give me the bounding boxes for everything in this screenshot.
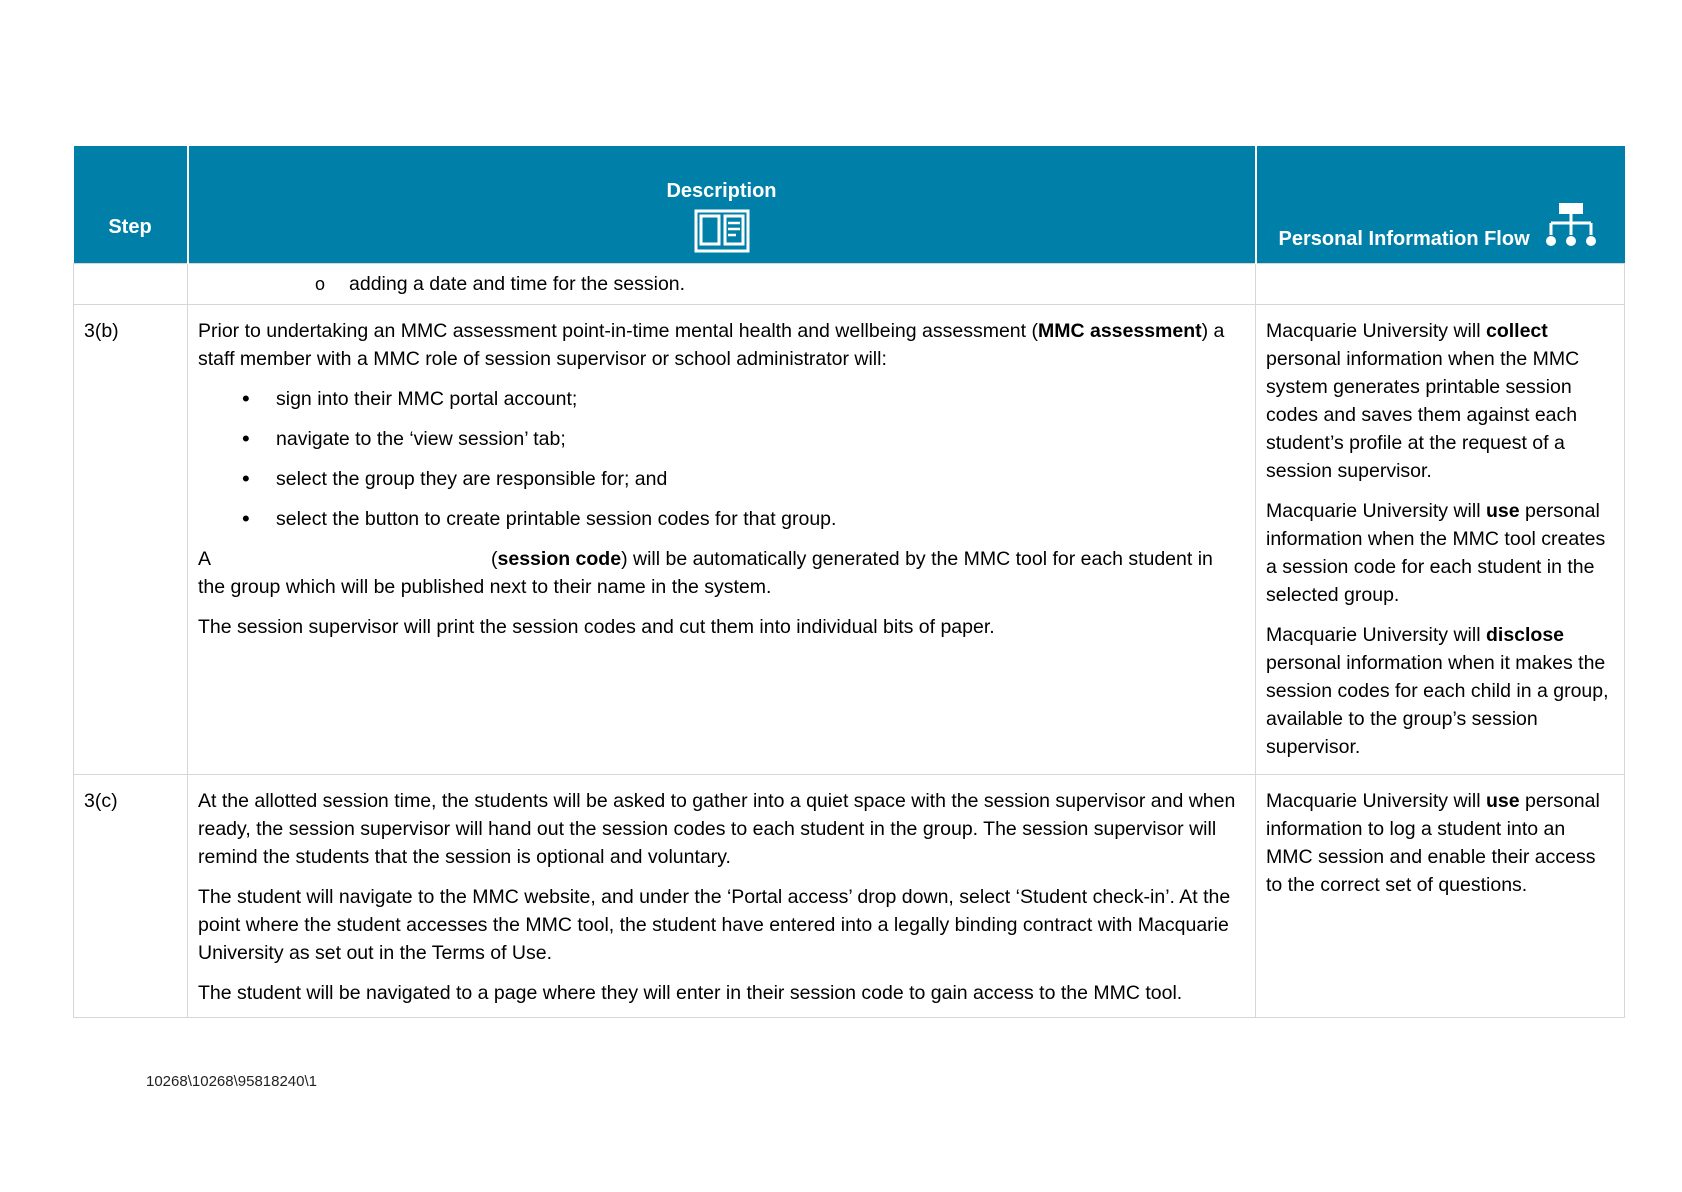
table-row [74, 264, 1625, 305]
table-header-row [74, 146, 1625, 264]
list-item: • sign into their MMC portal account; [276, 385, 1245, 413]
step-cell [74, 775, 188, 1018]
pif-cell [1256, 775, 1625, 1018]
table-row [74, 775, 1625, 1018]
code-defined-term: session code [497, 548, 622, 570]
sub-bullet-text: adding a date and time for the session. [349, 273, 686, 295]
pif-paragraph [1266, 317, 1614, 485]
pif-text: Macquarie University will [1266, 790, 1486, 812]
pif-cell [1256, 305, 1625, 775]
intro-text-end: ) a staff member with a MMC role of session supervisor or school administrator will: [198, 320, 1225, 370]
description-header-label: Description [666, 180, 777, 202]
session-code-paragraph: A (session code) will be automatically generated by the MMC tool for each student in the group which will be published next to their name in the system. [198, 548, 1213, 598]
code-text: A [198, 548, 212, 570]
hierarchy-icon [1545, 203, 1597, 249]
pif-action: disclose [1485, 624, 1565, 646]
code-text-end: will be automatically generated by the MMC tool for each student in the group which will be published next to their name in the system. [198, 548, 1213, 598]
sub-bullet-item [198, 270, 1245, 298]
description-cell [188, 305, 1256, 775]
information-flow-table [73, 146, 1625, 1018]
description-cell [188, 775, 1256, 1018]
pif-action: use [1485, 500, 1520, 522]
pif-text-end: personal information when it makes the session codes for each child in a group, available to the group’s session supervisor. [1266, 652, 1609, 758]
pif-action: use [1485, 790, 1520, 812]
step-number: 3(c) [84, 790, 118, 812]
description-column-header [188, 146, 1256, 264]
pif-header-label: Personal Information Flow [1278, 228, 1530, 250]
description-paragraph: The student will navigate to the MMC website, and under the ‘Portal access’ drop down, select ‘Student check-in’. At the point where the student accesses the MMC tool, the student have entered into a legally binding contract with Macquarie University as set out in the Terms of Use. [198, 886, 1231, 964]
list-item: • select the group they are responsible for; and [276, 465, 1245, 493]
pif-paragraph [1266, 787, 1614, 899]
steps-list [198, 385, 1245, 533]
open-book-icon [694, 209, 750, 253]
pif-text-end: personal information when the MMC tool creates a session code for each student in the selected group. [1266, 500, 1606, 606]
table-row [74, 305, 1625, 775]
step-cell [74, 264, 188, 305]
pif-action: collect [1485, 320, 1548, 342]
step-number: 3(b) [84, 320, 119, 342]
pif-text-end: personal information when the MMC system generates printable session codes and saves them against each student’s profile at the request of a session supervisor. [1266, 348, 1580, 482]
pif-text-end: personal information to log a student into an MMC session and enable their access to the correct set of questions. [1266, 790, 1600, 896]
list-item: • navigate to the ‘view session’ tab; [276, 425, 1245, 453]
description-paragraph: The student will be navigated to a page where they will enter in their session code to gain access to the MMC tool. [198, 982, 1183, 1004]
sub-bullet-marker: o [315, 274, 326, 294]
step-cell [74, 305, 188, 775]
pif-paragraph [1266, 497, 1614, 609]
intro-paragraph [198, 317, 1245, 373]
description-cell [188, 264, 1256, 305]
pif-column-header [1256, 146, 1625, 264]
print-paragraph: The session supervisor will print the session codes and cut them into individual bits of paper. [198, 616, 995, 638]
list-item: • select the button to create printable session codes for that group. [276, 505, 1245, 533]
step-column-header [74, 146, 188, 264]
step-header-label: Step [108, 216, 152, 238]
pif-text: Macquarie University will [1266, 624, 1486, 646]
intro-text: Prior to undertaking an MMC assessment point-in-time mental health and wellbeing assessment ( [198, 320, 1038, 342]
pif-cell [1256, 264, 1625, 305]
intro-defined-term: MMC assessment [1037, 320, 1202, 342]
pif-text: Macquarie University will [1266, 500, 1486, 522]
document-reference: 10268\10268\95818240\1 [146, 1073, 318, 1090]
description-paragraph: At the allotted session time, the students will be asked to gather into a quiet space with the session supervisor and when ready, the session supervisor will hand out the session codes to each student in the group. The session supervisor will remind the students that the session is optional and voluntary. [198, 790, 1236, 868]
pif-text: Macquarie University will [1266, 320, 1486, 342]
pif-paragraph [1266, 621, 1614, 761]
